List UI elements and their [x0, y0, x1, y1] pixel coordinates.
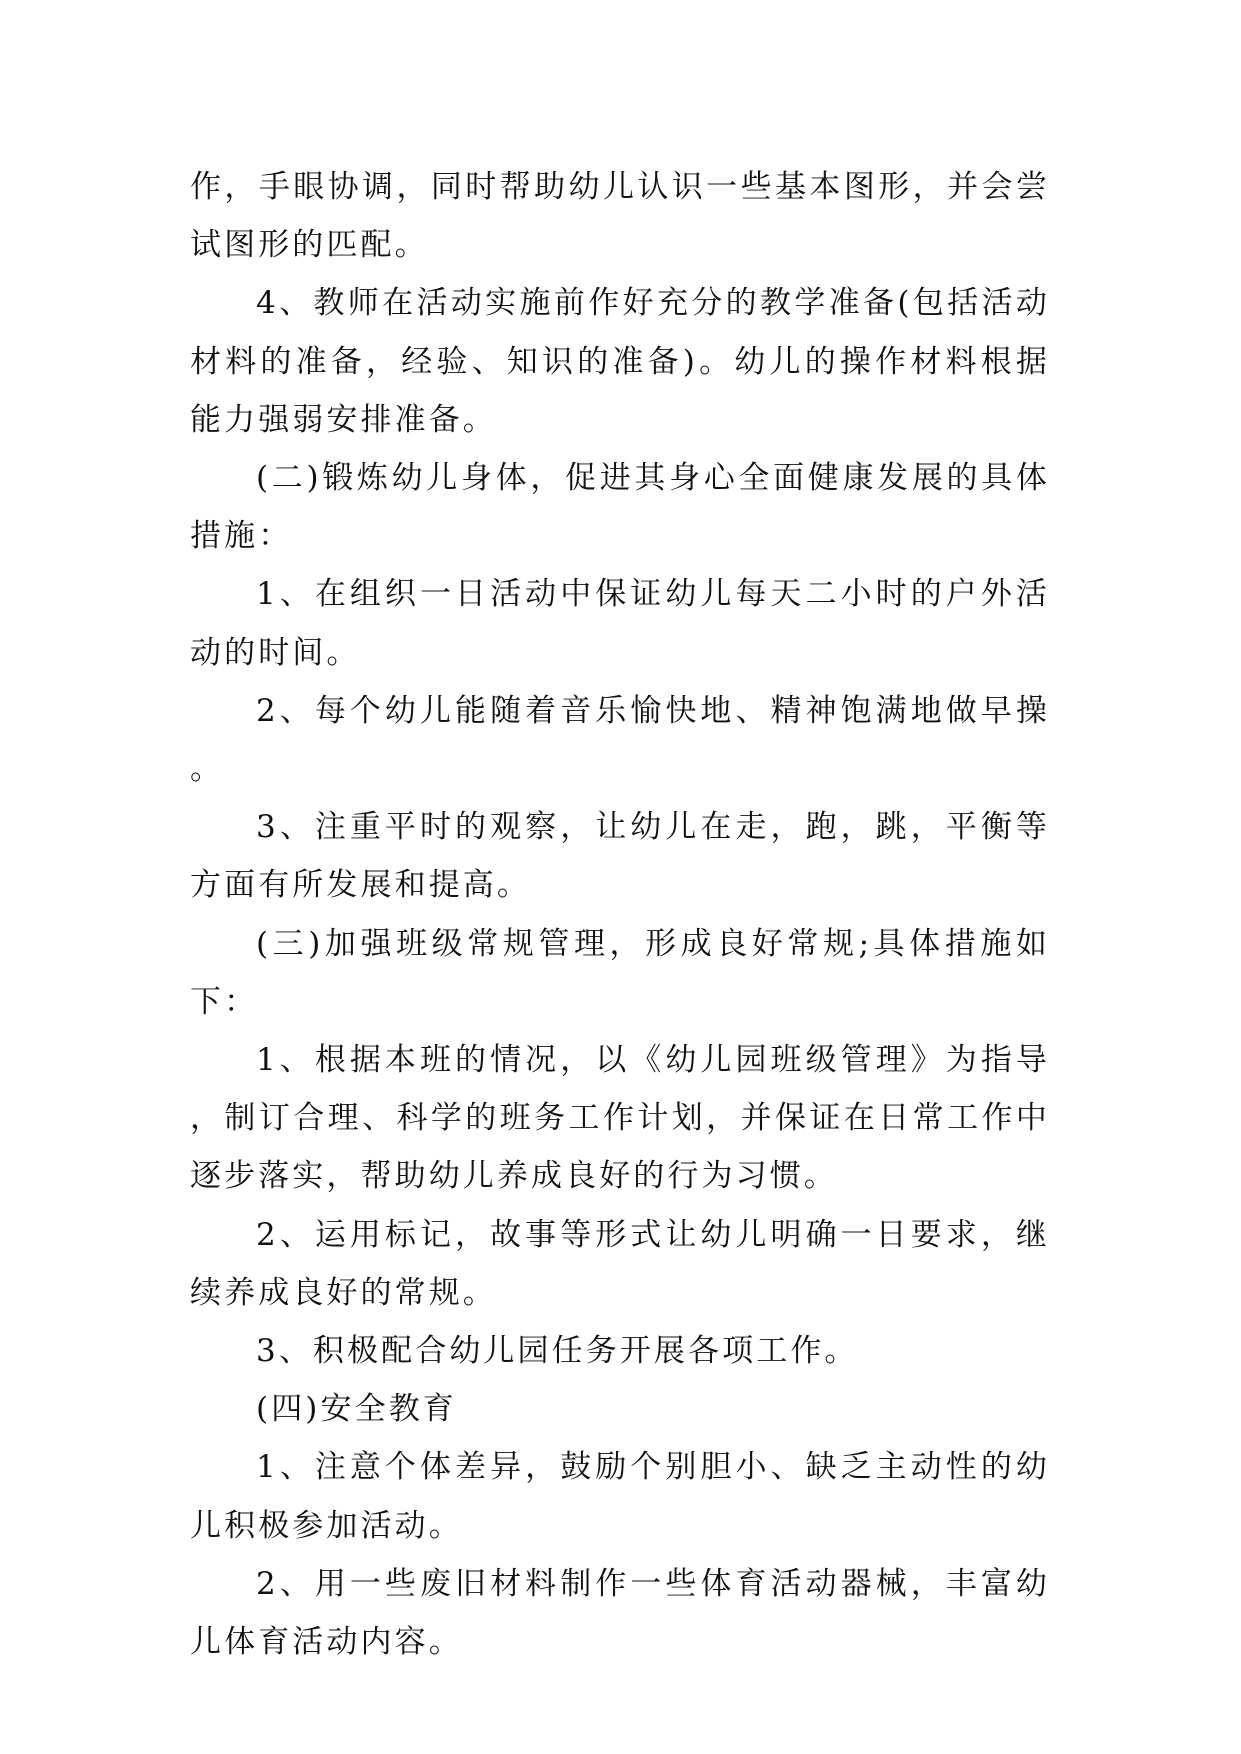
document-body	[190, 158, 1050, 1671]
paragraph: 作，手眼协调，同时帮助幼儿认识一些基本图形，并会尝试图形的匹配。	[190, 169, 1050, 264]
paragraph: 2、运用标记，故事等形式让幼儿明确一日要求，继续养成良好的常规。	[190, 1216, 1050, 1311]
paragraph: 1、注意个体差异，鼓励个别胆小、缺乏主动性的幼儿积极参加活动。	[190, 1449, 1050, 1544]
paragraph: 1、在组织一日活动中保证幼儿每天二小时的户外活动的时间。	[190, 576, 1050, 671]
section-heading: (二)锻炼幼儿身体，促进其身心全面健康发展的具体措施：	[190, 460, 1050, 555]
paragraph: 3、积极配合幼儿园任务开展各项工作。	[256, 1333, 859, 1370]
paragraph: 1、根据本班的情况，以《幼儿园班级管理》为指导，制订合理、科学的班务工作计划，并保证在日常工作中逐步落实，帮助幼儿养成良好的行为习惯。	[190, 1042, 1050, 1195]
paragraph: 2、用一些废旧材料制作一些体育活动器械，丰富幼儿体育活动内容。	[190, 1565, 1050, 1661]
paragraph: 4、教师在活动实施前作好充分的教学准备(包括活动材料的准备，经验、知识的准备)。幼儿的操作材料根据能力强弱安排准备。	[190, 285, 1050, 438]
paragraph: 2、每个幼儿能随着音乐愉快地、精神饱满地做早操。	[190, 692, 1050, 788]
paragraph: 3、注重平时的观察，让幼儿在走，跑，跳，平衡等方面有所发展和提高。	[190, 809, 1050, 904]
section-heading: (四)安全教育	[256, 1391, 457, 1428]
section-heading: (三)加强班级常规管理，形成良好常规;具体措施如下：	[190, 925, 1050, 1020]
